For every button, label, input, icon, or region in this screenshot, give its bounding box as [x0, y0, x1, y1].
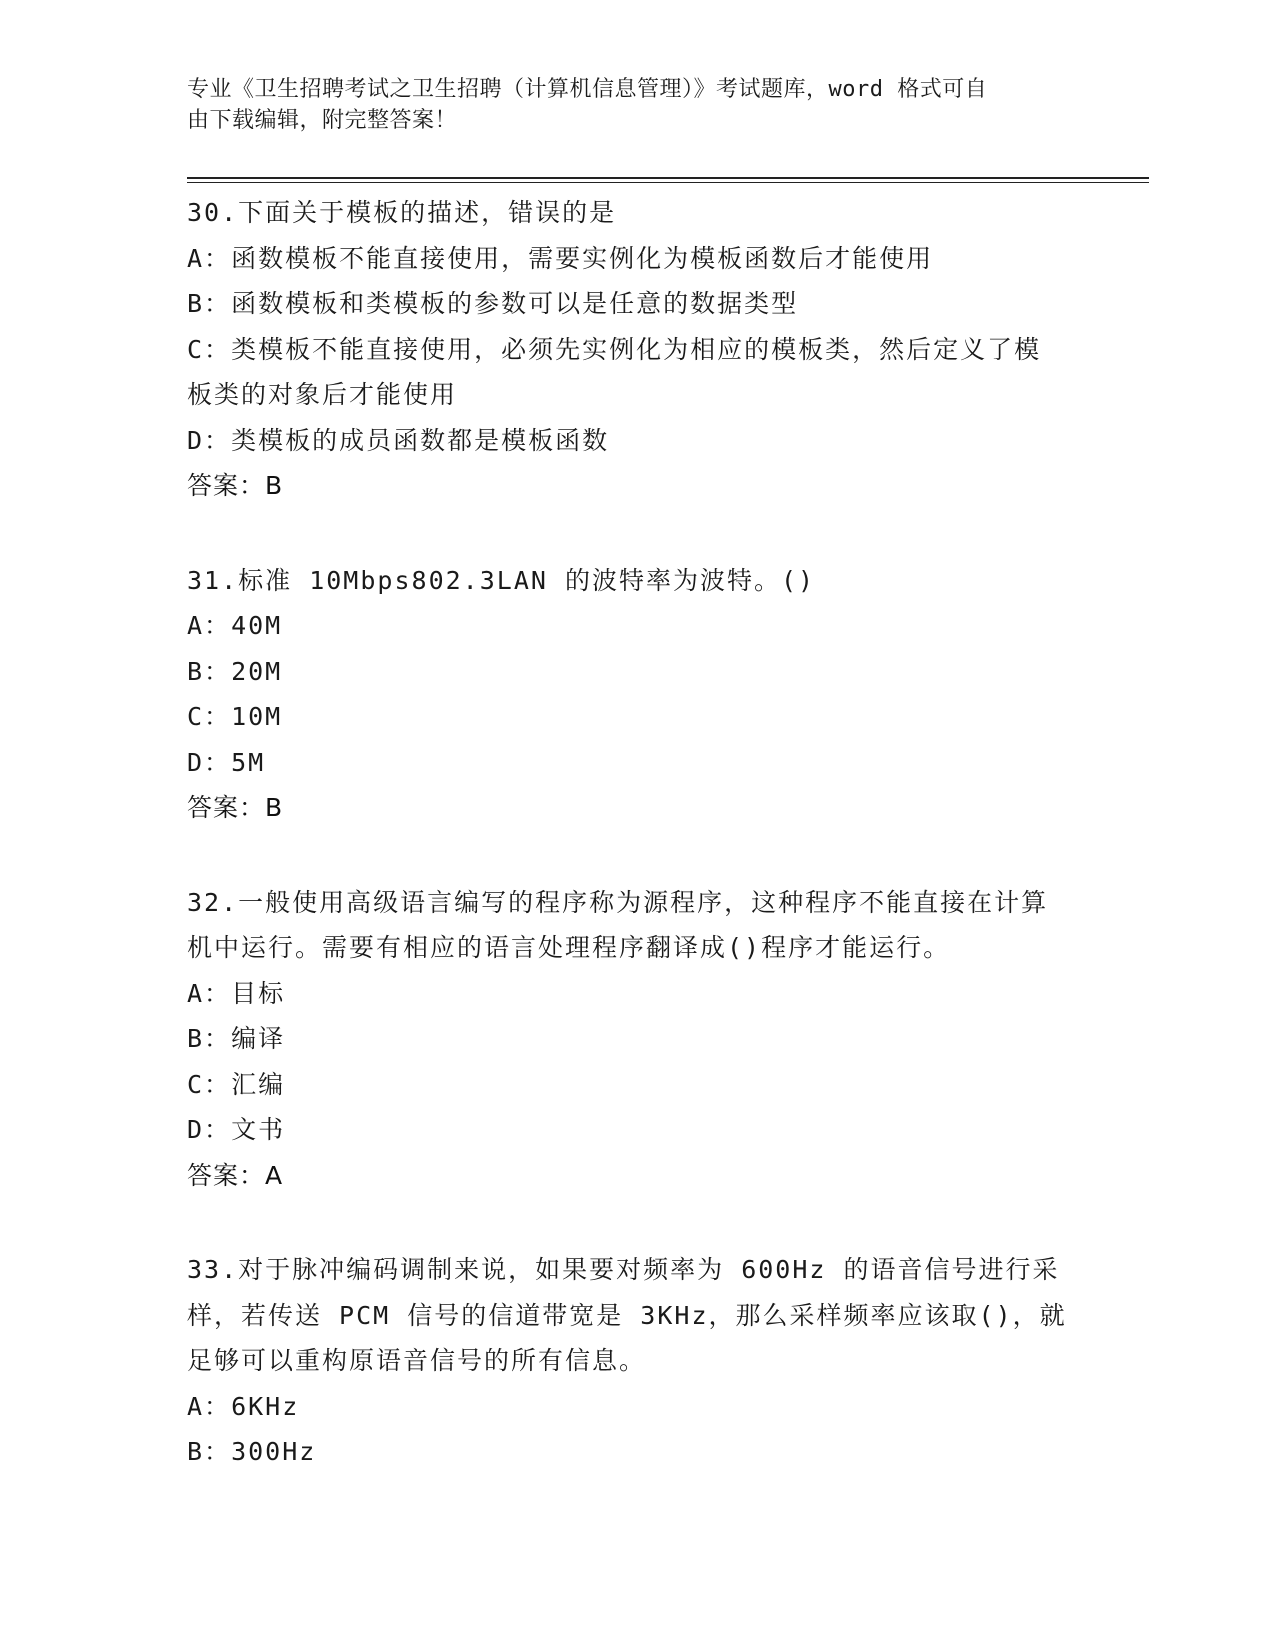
option-letter: D： [187, 425, 232, 455]
question-stem: 32.一般使用高级语言编写的程序称为源程序，这种程序不能直接在计算机中运行。需要有相应的语言处理程序翻译成()程序才能运行。 [187, 887, 1049, 962]
option-text: 300Hz [231, 1437, 317, 1466]
option-letter: B： [187, 1437, 232, 1466]
option-letter: B： [187, 1024, 232, 1053]
option-b [187, 649, 1067, 695]
document-header [187, 74, 1067, 136]
option-c [187, 327, 1067, 418]
answer-label: 答案：B [187, 793, 284, 822]
question-stem: 31.标准 10Mbps802.3LAN 的波特率为波特。() [187, 565, 816, 595]
answer-label: 答案：B [187, 471, 284, 500]
option-text: 6KHz [231, 1391, 300, 1421]
option-a [187, 236, 1067, 282]
option-letter: D： [187, 1115, 232, 1144]
question-stem: 30.下面关于模板的描述，错误的是 [187, 198, 617, 227]
option-text: 20M [231, 656, 283, 686]
option-letter: C： [187, 702, 232, 731]
option-a [187, 1384, 1067, 1430]
option-text: 汇编 [231, 1069, 286, 1099]
question-32 [187, 880, 1067, 1199]
header-line-1: 专业《卫生招聘考试之卫生招聘（计算机信息管理）》考试题库，word 格式可自 [187, 77, 988, 102]
header-line-2: 由下载编辑，附完整答案！ [187, 108, 458, 133]
answer-label: 答案：A [187, 1160, 284, 1190]
option-text: 类模板不能直接使用，必须先实例化为相应的模板类，然后定义了模板类的对象后才能使用 [187, 334, 1042, 409]
option-text: 40M [231, 611, 283, 640]
question-list [187, 190, 1067, 1524]
option-letter: A： [187, 611, 232, 640]
option-text: 编译 [231, 1024, 286, 1053]
option-letter: D： [187, 747, 232, 777]
option-letter: B： [187, 289, 232, 318]
option-d [187, 1107, 1067, 1153]
option-letter: B： [187, 656, 232, 686]
option-d [187, 418, 1067, 464]
option-text: 文书 [231, 1115, 286, 1144]
option-b [187, 1429, 1067, 1475]
question-30 [187, 190, 1067, 509]
header-divider-thin [187, 182, 1149, 183]
question-stem: 33.对于脉冲编码调制来说，如果要对频率为 600Hz 的语音信号进行采样，若传送 PCM 信号的信道带宽是 3KHz，那么采样频率应该取()，就足够可以重构原语音信号的所有信息。 [187, 1255, 1067, 1375]
option-text: 目标 [231, 978, 286, 1008]
option-text: 函数模板和类模板的参数可以是任意的数据类型 [231, 289, 799, 318]
option-letter: C： [187, 1069, 232, 1099]
option-letter: A： [187, 1391, 232, 1421]
option-text: 类模板的成员函数都是模板函数 [231, 425, 610, 455]
option-c [187, 1062, 1067, 1108]
option-letter: A： [187, 978, 232, 1008]
option-letter: C： [187, 334, 232, 364]
option-a [187, 971, 1067, 1017]
option-text: 函数模板不能直接使用，需要实例化为模板函数后才能使用 [231, 243, 934, 273]
question-33 [187, 1247, 1067, 1475]
option-text: 5M [231, 747, 266, 777]
option-text: 10M [231, 702, 283, 731]
option-d [187, 740, 1067, 786]
question-31 [187, 558, 1067, 831]
option-b [187, 1016, 1067, 1062]
option-c [187, 694, 1067, 740]
header-divider-thick [187, 177, 1149, 179]
option-letter: A： [187, 243, 232, 273]
option-a [187, 603, 1067, 649]
option-b [187, 281, 1067, 327]
